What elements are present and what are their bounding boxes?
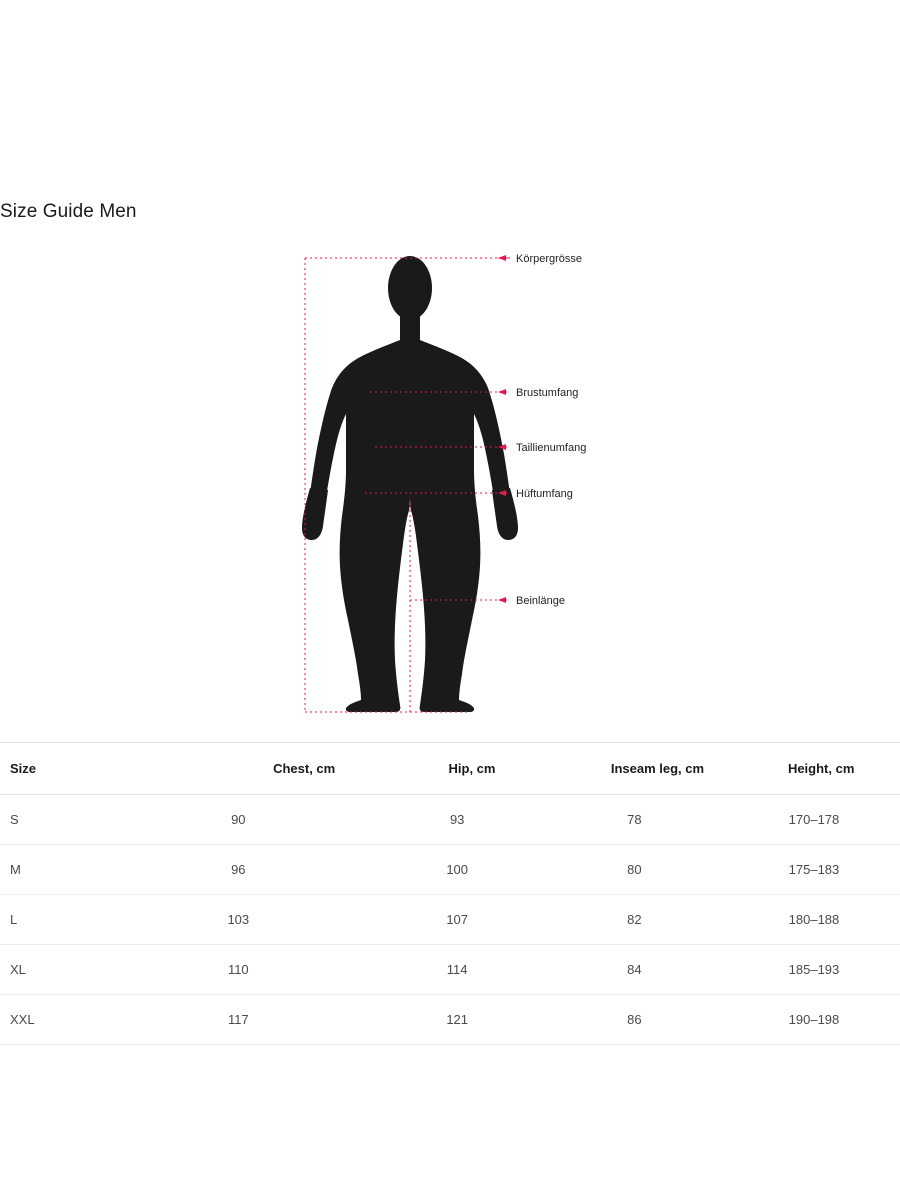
cell-inseam: 78 — [541, 795, 728, 845]
page-title: Size Guide Men — [0, 201, 137, 222]
column-header-inseam: Inseam leg, cm — [541, 743, 728, 795]
table-header — [0, 743, 900, 795]
table-row — [0, 895, 900, 945]
cell-height: 180–188 — [728, 895, 900, 945]
cell-chest: 90 — [103, 795, 373, 845]
column-header-hip: Hip, cm — [374, 743, 541, 795]
cell-size: L — [0, 895, 103, 945]
cell-chest: 96 — [103, 845, 373, 895]
body-measurement-diagram — [0, 240, 900, 740]
cell-inseam: 82 — [541, 895, 728, 945]
label-hip: Hüftumfang — [516, 488, 573, 500]
table-body — [0, 795, 900, 1045]
column-header-height: Height, cm — [728, 743, 900, 795]
cell-chest: 103 — [103, 895, 373, 945]
cell-height: 190–198 — [728, 995, 900, 1045]
column-header-size: Size — [0, 743, 103, 795]
column-header-chest: Chest, cm — [103, 743, 373, 795]
cell-size: M — [0, 845, 103, 895]
table-row — [0, 845, 900, 895]
cell-hip: 93 — [374, 795, 541, 845]
cell-hip: 100 — [374, 845, 541, 895]
cell-size: XXL — [0, 995, 103, 1045]
cell-height: 185–193 — [728, 945, 900, 995]
cell-inseam: 80 — [541, 845, 728, 895]
cell-inseam: 84 — [541, 945, 728, 995]
cell-size: S — [0, 795, 103, 845]
cell-chest: 117 — [103, 995, 373, 1045]
label-waist: Taillienumfang — [516, 442, 587, 454]
cell-size: XL — [0, 945, 103, 995]
cell-chest: 110 — [103, 945, 373, 995]
table-row — [0, 945, 900, 995]
body-silhouette-icon — [310, 256, 511, 712]
table-header-row — [0, 743, 900, 795]
size-table — [0, 742, 900, 1045]
cell-height: 170–178 — [728, 795, 900, 845]
cell-hip: 114 — [374, 945, 541, 995]
label-leg-length: Beinlänge — [516, 595, 565, 607]
table-row — [0, 795, 900, 845]
table-row — [0, 995, 900, 1045]
cell-hip: 121 — [374, 995, 541, 1045]
label-chest: Brustumfang — [516, 387, 579, 399]
cell-height: 175–183 — [728, 845, 900, 895]
label-height: Körpergrösse — [516, 253, 583, 265]
body-figure-svg — [270, 240, 900, 740]
cell-hip: 107 — [374, 895, 541, 945]
cell-inseam: 86 — [541, 995, 728, 1045]
